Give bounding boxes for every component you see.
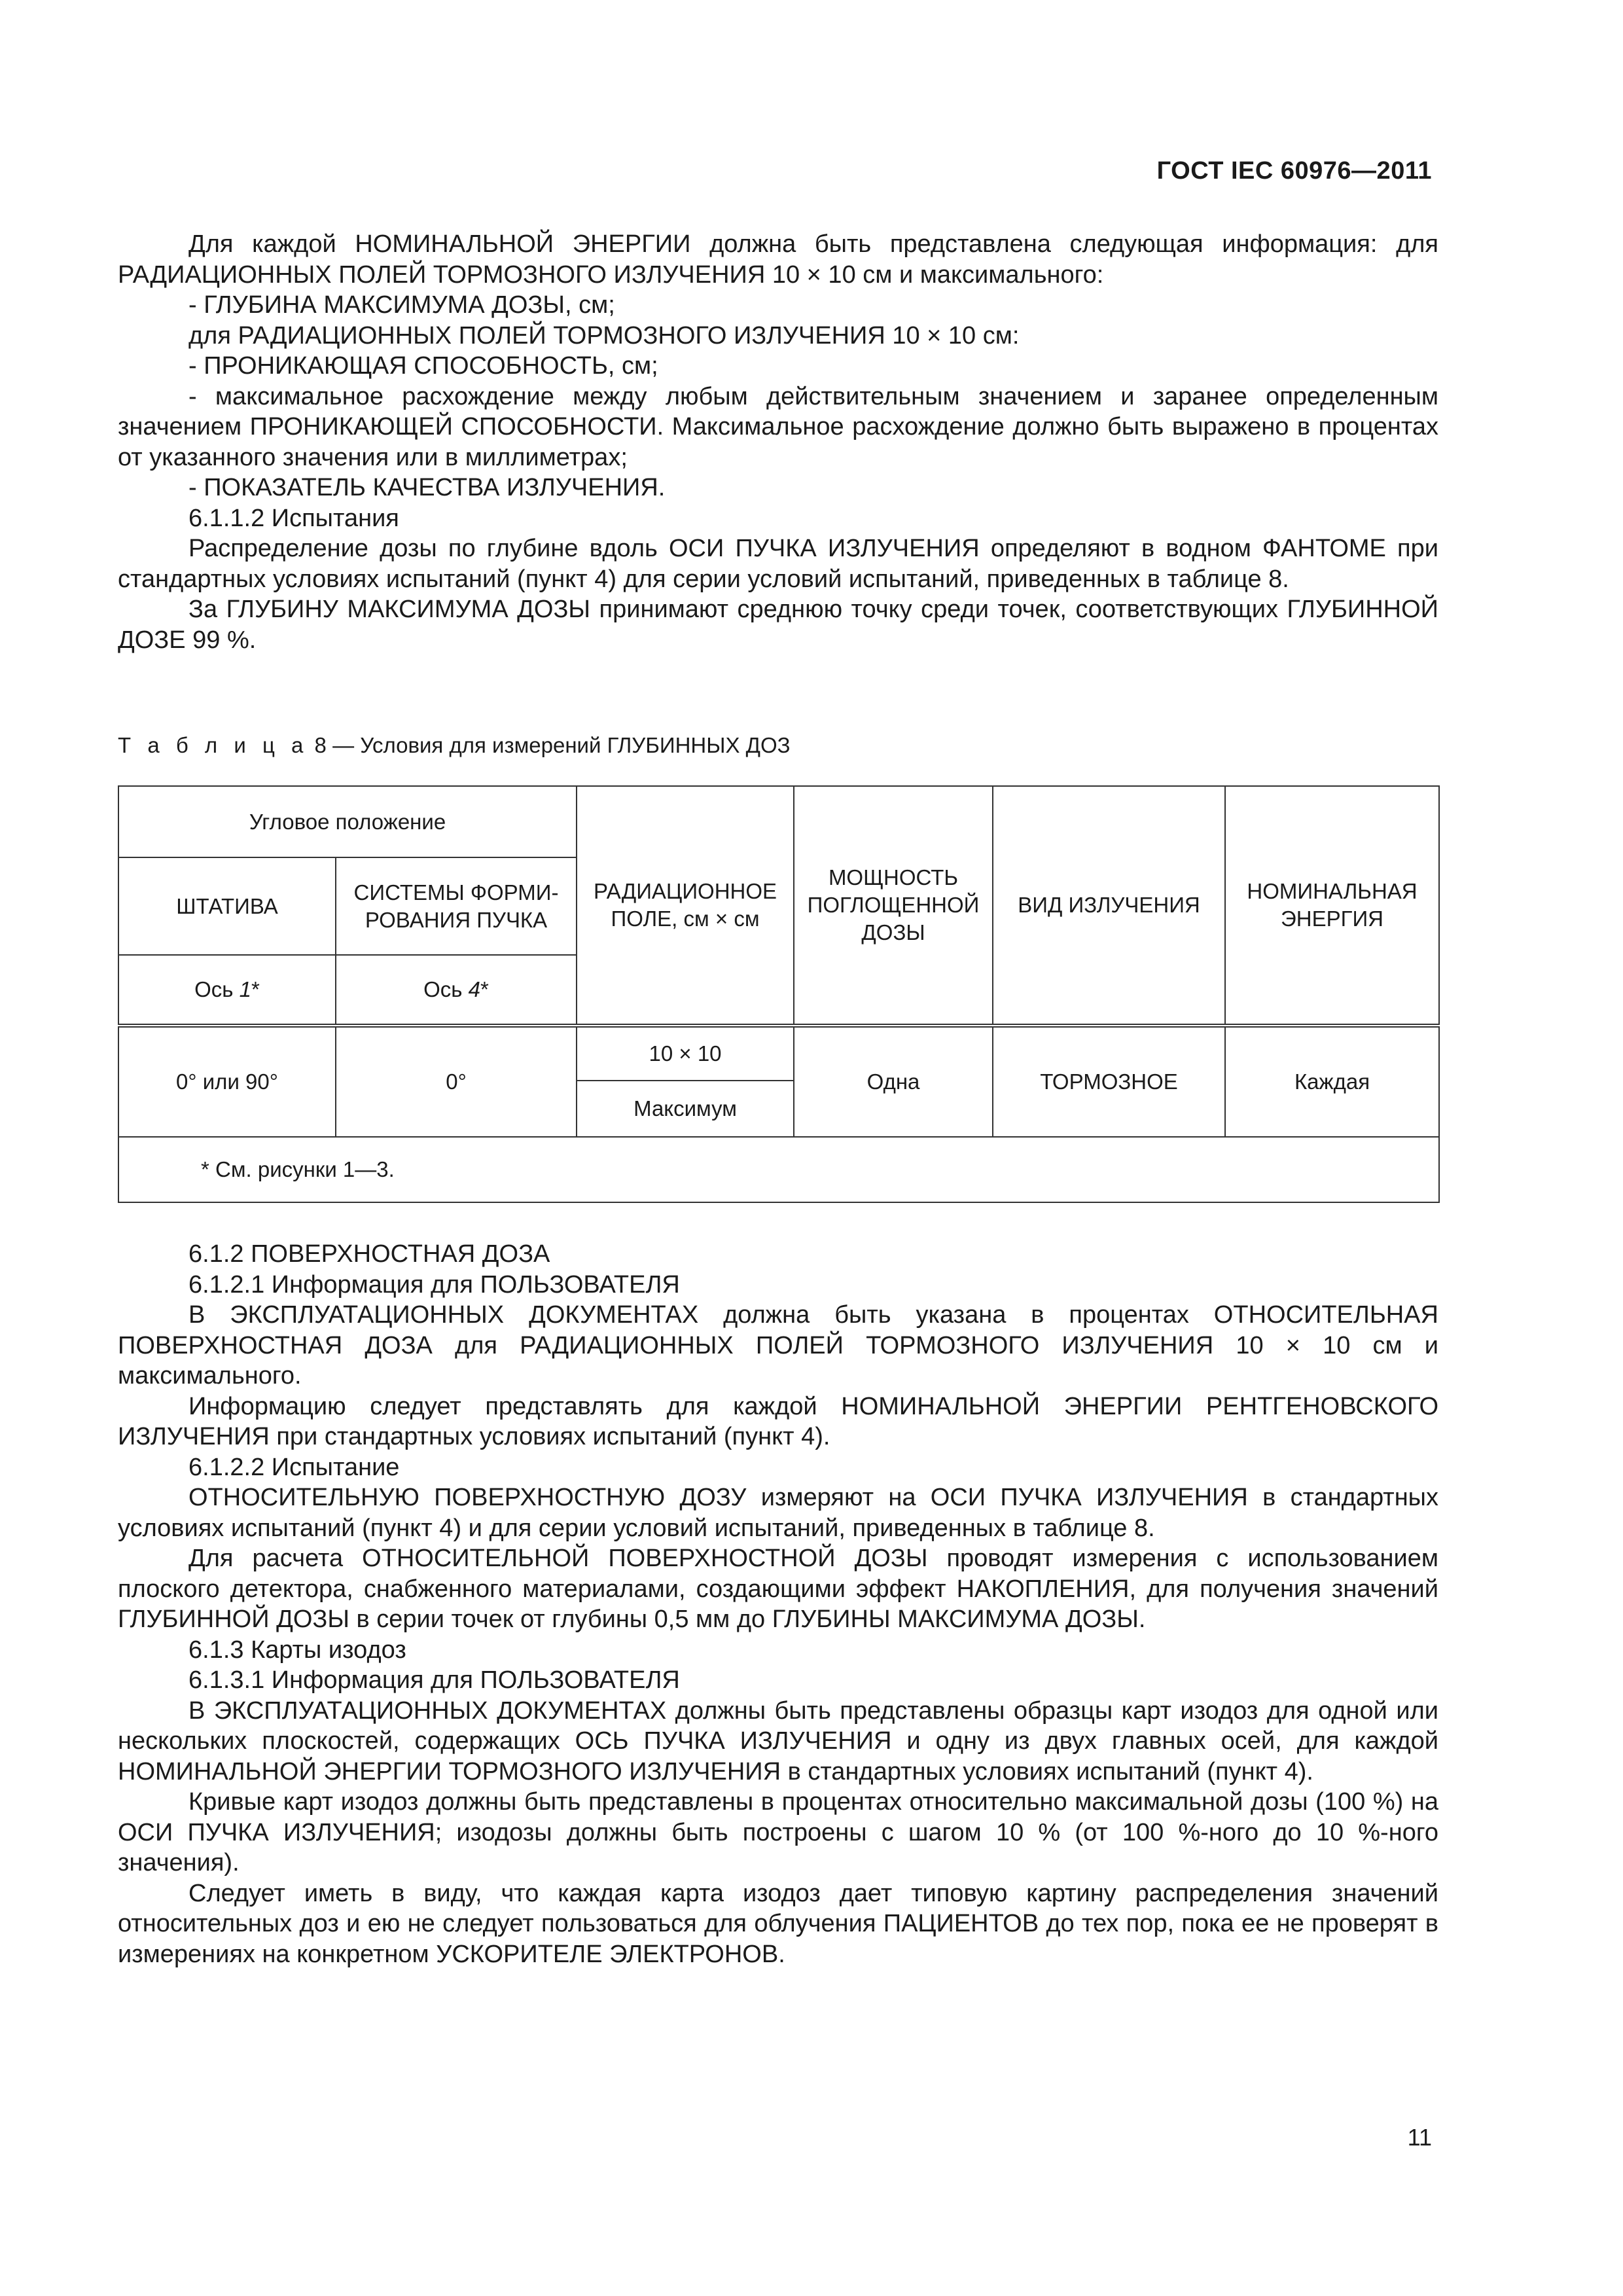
header-dose-rate: МОЩНОСТЬ ПОГЛОЩЕННОЙ ДОЗЫ <box>794 786 993 1026</box>
paragraph: Распределение дозы по глубине вдоль ОСИ ПУЧКА ИЗЛУЧЕНИЯ определяют в водном ФАНТОМЕ при стандартных условиях испытаний (пункт 4) для серии условий испытаний, приведенных в таблице 8. <box>118 535 1438 593</box>
cell-field-2: Максимум <box>577 1081 794 1137</box>
cell-dose-rate: Одна <box>794 1026 993 1137</box>
paragraph: - ПОКАЗАТЕЛЬ КАЧЕСТВА ИЗЛУЧЕНИЯ. <box>188 474 666 501</box>
section-heading: 6.1.2 ПОВЕРХНОСТНАЯ ДОЗА <box>188 1240 550 1268</box>
header-stand: ШТАТИВА <box>118 857 336 955</box>
table-caption <box>118 733 791 758</box>
header-radiation-field: РАДИАЦИОННОЕ ПОЛЕ, см × см <box>577 786 794 1026</box>
paragraph: - ПРОНИКАЮЩАЯ СПОСОБНОСТЬ, см; <box>188 352 658 380</box>
header-axis-1: Ось 1* <box>118 955 336 1026</box>
paragraph: Следует иметь в виду, что каждая карта изодоз дает типовую картину распределения значений относительных доз и ею не следует пользоваться для облучения ПАЦИЕНТОВ до тех пор, пока ее не проверят в измерениях на конкретном УСКОРИТЕЛЕ ЭЛЕКТРОНОВ. <box>118 1879 1438 1968</box>
header-axis-4: Ось 4* <box>336 955 577 1026</box>
header-nominal-energy: НОМИНАЛЬНАЯ ЭНЕРГИЯ <box>1225 786 1439 1026</box>
paragraph: для РАДИАЦИОННЫХ ПОЛЕЙ ТОРМОЗНОГО ИЗЛУЧЕНИЯ 10 × 10 см: <box>188 321 1020 350</box>
paragraph: В ЭКСПЛУАТАЦИОННЫХ ДОКУМЕНТАХ должны быть представлены образцы карт изодоз для одной или нескольких плоскостей, содержащих ОСЬ ПУЧКА ИЗЛУЧЕНИЯ и одну из двух главных осей, для каждой НОМИНАЛЬНОЙ ЭНЕРГИИ ТОРМОЗНОГО ИЗЛУЧЕНИЯ в стандартных условиях испытаний (пункт 4). <box>118 1696 1438 1785</box>
section-heading: 6.1.3.1 Информация для ПОЛЬЗОВАТЕЛЯ <box>188 1666 680 1694</box>
cell-field-1: 10 × 10 <box>577 1026 794 1081</box>
header-beam-system: СИСТЕМЫ ФОРМИ-РОВАНИЯ ПУЧКА <box>336 857 577 955</box>
document-code: ГОСТ IEC 60976—2011 <box>1156 157 1432 185</box>
cell-radiation-type: ТОРМОЗНОЕ <box>993 1026 1225 1137</box>
cell-beam-angle: 0° <box>336 1026 577 1137</box>
paragraph: За ГЛУБИНУ МАКСИМУМА ДОЗЫ принимают среднюю точку среди точек, соответствующих ГЛУБИННОЙ ДОЗЕ 99 %. <box>118 596 1438 654</box>
paragraph: Для каждой НОМИНАЛЬНОЙ ЭНЕРГИИ должна быть представлена следующая информация: для РАДИАЦИОННЫХ ПОЛЕЙ ТОРМОЗНОГО ИЗЛУЧЕНИЯ 10 × 10 см и максимального: <box>118 230 1438 289</box>
paragraph: ОТНОСИТЕЛЬНУЮ ПОВЕРХНОСТНУЮ ДОЗУ измеряют на ОСИ ПУЧКА ИЗЛУЧЕНИЯ в стандартных условиях испытаний (пункт 4) и для серии условий испытаний, приведенных в таблице 8. <box>118 1484 1438 1542</box>
paragraph: Кривые карт изодоз должны быть представлены в процентах относительно максимальной дозы (100 %) на ОСИ ПУЧКА ИЗЛУЧЕНИЯ; изодозы должны быть построены с шагом 10 % (от 100 %-ного до 10 %-ного значения). <box>118 1788 1438 1876</box>
paragraph: В ЭКСПЛУАТАЦИОННЫХ ДОКУМЕНТАХ должна быть указана в процентах ОТНОСИТЕЛЬНАЯ ПОВЕРХНОСТНАЯ ДОЗА для РАДИАЦИОННЫХ ПОЛЕЙ ТОРМОЗНОГО ИЗЛУЧЕНИЯ 10 × 10 см и максимального. <box>118 1301 1438 1390</box>
section-heading: 6.1.2.2 Испытание <box>188 1453 400 1481</box>
paragraph: Информацию следует представлять для каждой НОМИНАЛЬНОЙ ЭНЕРГИИ РЕНТГЕНОВСКОГО ИЗЛУЧЕНИЯ при стандартных условиях испытаний (пункт 4). <box>118 1392 1438 1450</box>
header-angular-position: Угловое положение <box>118 786 577 857</box>
text-block-top <box>118 229 1438 655</box>
table-caption-label: Т а б л и ц а <box>118 733 309 757</box>
header-radiation-type: ВИД ИЗЛУЧЕНИЯ <box>993 786 1225 1026</box>
cell-stand-angle: 0° или 90° <box>118 1026 336 1137</box>
table-8 <box>118 785 1440 1203</box>
text-block-bottom <box>118 1239 1438 1969</box>
paragraph: Для расчета ОТНОСИТЕЛЬНОЙ ПОВЕРХНОСТНОЙ ДОЗЫ проводят измерения с использованием плоского детектора, снабженного материалами, создающими эффект НАКОПЛЕНИЯ, для получения значений ГЛУБИННОЙ ДОЗЫ в серии точек от глубины 0,5 мм до ГЛУБИНЫ МАКСИМУМА ДОЗЫ. <box>118 1545 1438 1633</box>
paragraph: - максимальное расхождение между любым действительным значением и заранее определенным значением ПРОНИКАЮЩЕЙ СПОСОБНОСТИ. Максимальное расхождение должно быть выражено в процентах от указанного значения или в миллиметрах; <box>118 382 1438 471</box>
cell-nominal-energy: Каждая <box>1225 1026 1439 1137</box>
paragraph: - ГЛУБИНА МАКСИМУМА ДОЗЫ, см; <box>188 291 615 319</box>
page-number: 11 <box>1407 2124 1432 2151</box>
table-caption-text: 8 — Условия для измерений ГЛУБИННЫХ ДОЗ <box>314 733 791 757</box>
table-footnote: * См. рисунки 1—3. <box>118 1137 1439 1202</box>
section-heading: 6.1.2.1 Информация для ПОЛЬЗОВАТЕЛЯ <box>188 1270 680 1299</box>
section-heading: 6.1.3 Карты изодоз <box>188 1636 406 1664</box>
section-heading: 6.1.1.2 Испытания <box>188 504 399 532</box>
